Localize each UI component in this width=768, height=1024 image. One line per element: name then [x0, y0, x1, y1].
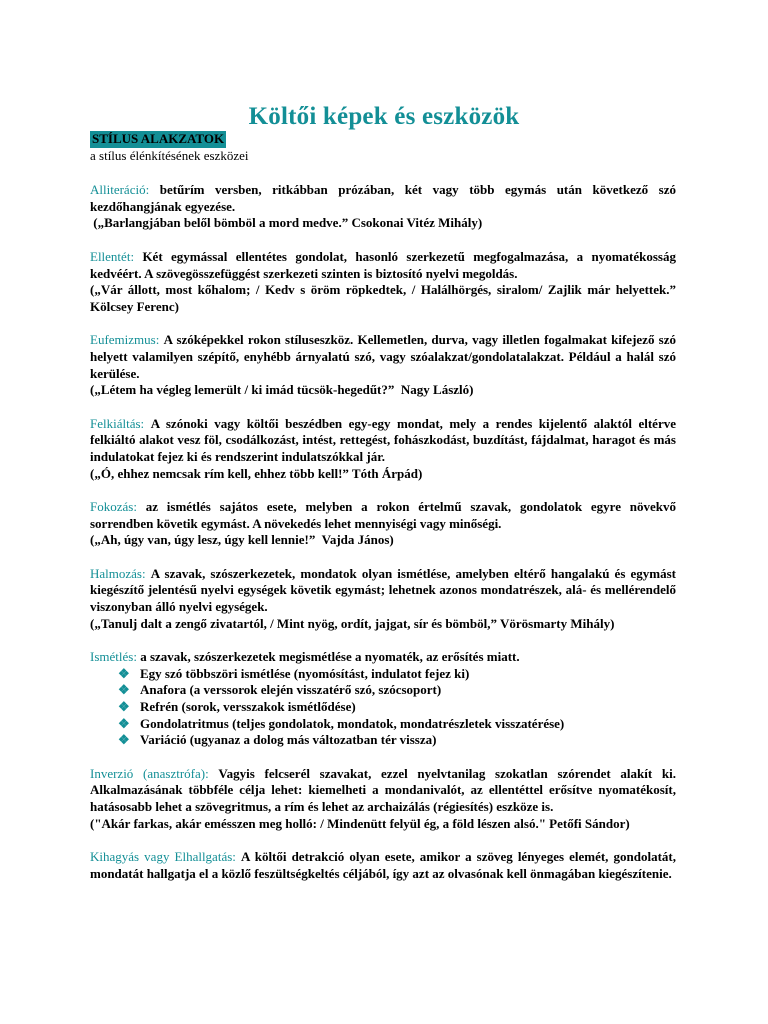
list-item-text: Refrén (sorok, versszakok ismétlődése) — [140, 699, 356, 715]
definition — [90, 332, 676, 382]
separator: : — [141, 565, 151, 581]
term: Ismétlés — [90, 649, 134, 665]
separator: : — [133, 499, 146, 515]
definition-text: a szavak, szószerkezetek megismétlése a nyomaték, az erősítés miatt. — [140, 649, 520, 665]
list-item — [118, 682, 676, 699]
definition — [90, 249, 676, 282]
definition-text: Két egymással ellentétes gondolat, hasonló szerkezetű megfogalmazása, a nyomatékosság kedvéért. A szövegösszefüggést szerkezeti szinten is biztosító nyelvi megoldás. — [90, 248, 676, 281]
section-kihagyas — [90, 849, 676, 882]
term: Felkiáltás — [90, 415, 141, 431]
list-item — [118, 666, 676, 683]
section-ellentet — [90, 249, 676, 315]
quote: („Tanulj dalt a zengő zivatartól, / Mint nyög, ordít, jajgat, sír és bömböl,” Vörösmarty Mihály) — [90, 615, 615, 631]
separator: : — [133, 649, 141, 665]
page-title: Költői képek és eszközök — [248, 102, 520, 130]
quote: („Ah, úgy van, úgy lesz, úgy kell lennie!” Vajda János) — [90, 532, 394, 548]
separator: : — [140, 415, 151, 431]
section-felkialtas — [90, 416, 676, 482]
list-item-text: Variáció (ugyanaz a dolog más változatban tér vissza) — [140, 732, 437, 748]
definition — [90, 566, 676, 616]
term: Eufemizmus — [90, 332, 156, 348]
term: Inverzió (anasztrófa) — [90, 765, 206, 781]
list-item — [118, 716, 676, 733]
definition-text: A szóképekkel rokon stíluseszköz. Kellemetlen, durva, vagy illetlen fogalmakat kifejező szó helyett valamilyen szépítő, enyhébb árnyalatú szó, vagy szóalakzat/gondolatalakzat. Például a halál szó kerülése. — [90, 332, 676, 381]
repetition-types-list — [90, 666, 676, 749]
list-item — [118, 699, 676, 716]
definition — [90, 649, 676, 666]
diamond-bullet-icon: ❖ — [118, 682, 130, 698]
section-alliteracio — [90, 182, 676, 232]
definition-text: A szónoki vagy költői beszédben egy-egy mondat, mely a rendes kijelentő alaktól eltérve felkiáltó alakot vesz föl, csodálkozást, intést, rettegést, fohászkodást, buzdítást, fájdalmat, haragot és más indulatokat fejez ki és rendszerint indulatszókkal jár. — [90, 415, 676, 464]
term: Alliteráció — [90, 182, 146, 198]
list-item-text: Gondolatritmus (teljes gondolatok, mondatok, mondatrészletek visszatérése) — [140, 715, 565, 731]
quote: („Létem ha végleg lemerült / ki imád tücsök-hegedűt?” Nagy László) — [90, 382, 474, 398]
subtitle: a stílus élénkítésének eszközei — [90, 147, 249, 163]
quote: ("Akár farkas, akár emésszen meg holló: / Mindenütt felyül ég, a föld lészen alsó." Petőfi Sándor) — [90, 815, 630, 831]
definition-text: az ismétlés sajátos esete, melyben a rokon értelmű szavak, gondolatok egyre növekvő sorrendben követik egymást. A növekedés lehet mennyiségi vagy minőségi. — [90, 499, 676, 531]
separator: : — [205, 765, 219, 781]
separator: : — [155, 332, 164, 348]
diamond-bullet-icon: ❖ — [118, 715, 130, 731]
definition — [90, 182, 676, 215]
heading-wrapper — [90, 131, 676, 148]
section-inverzio — [90, 766, 676, 832]
quote: („Vár állott, most kőhalom; / Kedv s öröm röpkedtek, / Halálhörgés, siralom/ Zajlik már helyettek.” Kölcsey Ferenc) — [90, 282, 676, 314]
term: Halmozás — [90, 565, 142, 581]
section-halmozas — [90, 566, 676, 632]
term: Ellentét — [90, 248, 131, 264]
definition — [90, 416, 676, 466]
separator: : — [130, 248, 143, 264]
definition-text: A szavak, szószerkezetek, mondatok olyan ismétlése, amelyben eltérő hangalakú és egymást kiegészítő jelentésű nyelvi egységek követik egymást; lehetnek azonos mondatrészek, alá- és mellérendelő viszonyban álló nyelvi egységek. — [90, 565, 676, 615]
separator: : — [232, 849, 241, 865]
term: Kihagyás vagy Elhallgatás — [90, 849, 233, 865]
quote: („Ó, ehhez nemcsak rím kell, ehhez több kell!” Tóth Árpád) — [90, 465, 423, 481]
definition-text: Vagyis felcserél szavakat, ezzel nyelvtanilag szokatlan szórendet alakít ki. Alkalmazásának többféle célja lehet: kiemelheti a mondanivalót, az ellentéttel erősítve nyomatékosít, hatásosabb lehet a szövegritmus, a rím és lehet az archaizálás (régiesítés) eszköze is. — [90, 765, 676, 814]
list-item — [118, 732, 676, 749]
section-fokozas — [90, 499, 676, 549]
section-ismetles — [90, 649, 676, 749]
quote: („Barlangjában belől bömböl a mord medve.” Csokonai Vitéz Mihály) — [90, 215, 483, 231]
list-item-text: Egy szó többszöri ismétlése (nyomósítást, indulatot fejez ki) — [140, 665, 470, 681]
definition — [90, 499, 676, 532]
list-item-text: Anafora (a verssorok elején visszatérő szó, szócsoport) — [140, 682, 442, 698]
diamond-bullet-icon: ❖ — [118, 699, 130, 715]
definition — [90, 766, 676, 816]
definition-text: A költői detrakció olyan esete, amikor a szöveg lényeges elemét, gondolatát, mondatát hallgatja el a közlő feszültségkeltés céljából, így azt az olvasónak kell önmagában kiegészítenie. — [90, 849, 676, 881]
section-heading: STÍLUS ALAKZATOK — [92, 131, 225, 146]
term: Fokozás — [90, 499, 134, 515]
separator: : — [145, 182, 160, 198]
document-body — [90, 131, 676, 899]
diamond-bullet-icon: ❖ — [118, 732, 130, 748]
definition-text: betűrím versben, ritkábban prózában, két vagy több egymás után következő szó kezdőhangjának egyezése. — [90, 182, 676, 214]
definition — [90, 849, 676, 882]
section-eufemizmus — [90, 332, 676, 398]
diamond-bullet-icon: ❖ — [118, 665, 130, 681]
